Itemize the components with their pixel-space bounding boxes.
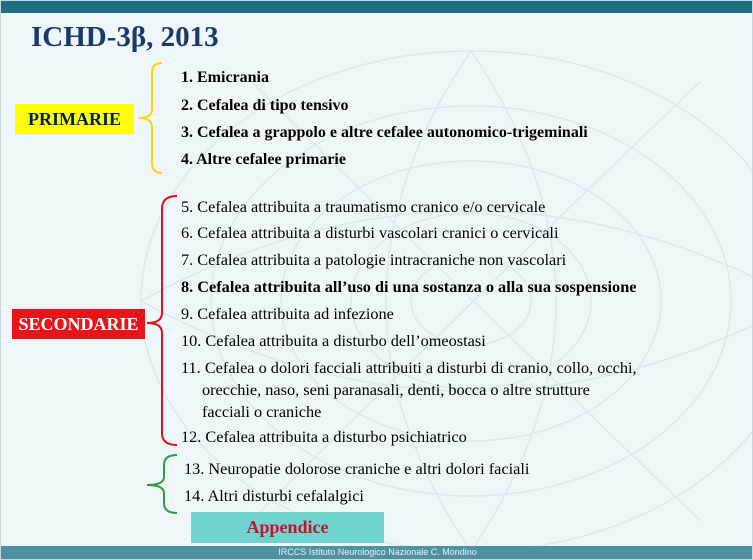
- list-item: 5. Cefalea attribuita a traumatismo cranico e/o cervicale: [181, 197, 546, 216]
- list-item: 14. Altri disturbi cefalalgici: [184, 486, 364, 505]
- footer: IRCCS Istituto Neurologico Nazionale C. Mondino: [1, 546, 753, 559]
- list-item: 7. Cefalea attribuita a patologie intracraniche non vascolari: [181, 250, 567, 269]
- secondary-label: SECONDARIE: [12, 309, 145, 339]
- list-item: 2. Cefalea di tipo tensivo: [181, 97, 349, 114]
- list-item: 6. Cefalea attribuita a disturbi vascolari cranici o cervicali: [181, 223, 559, 242]
- primary-bracket: [139, 63, 162, 173]
- appendix-label: Appendice: [191, 512, 384, 543]
- list-item: 10. Cefalea attribuita a disturbo dell’omeostasi: [181, 331, 486, 350]
- list-item: 3. Cefalea a grappolo e altre cefalee autonomico-trigeminali: [181, 124, 588, 141]
- appendix-bracket: [147, 455, 177, 513]
- list-item: 4. Altre cefalee primarie: [181, 151, 346, 168]
- list-item: 9. Cefalea attribuita ad infezione: [181, 304, 394, 323]
- list-item: 1. Emicrania: [181, 69, 269, 86]
- list-item: 8. Cefalea attribuita all’uso di una sostanza o alla sua sospensione: [181, 277, 637, 296]
- list-item-text: 11. Cefalea o dolori facciali attribuiti a disturbi di cranio, collo, occhi,: [181, 358, 637, 377]
- list-item: 12. Cefalea attribuita a disturbo psichiatrico: [181, 427, 467, 446]
- page-title: ICHD-3β, 2013: [31, 21, 219, 53]
- secondary-bracket: [147, 196, 177, 445]
- list-item-continuation: orecchie, naso, seni paranasali, denti, bocca o altre strutture: [202, 380, 590, 399]
- primary-label: PRIMARIE: [15, 104, 134, 134]
- list-item-continuation: facciali o craniche: [202, 402, 322, 421]
- list-item: [181, 358, 637, 422]
- list-item: 13. Neuropatie dolorose craniche e altri dolori faciali: [184, 459, 530, 478]
